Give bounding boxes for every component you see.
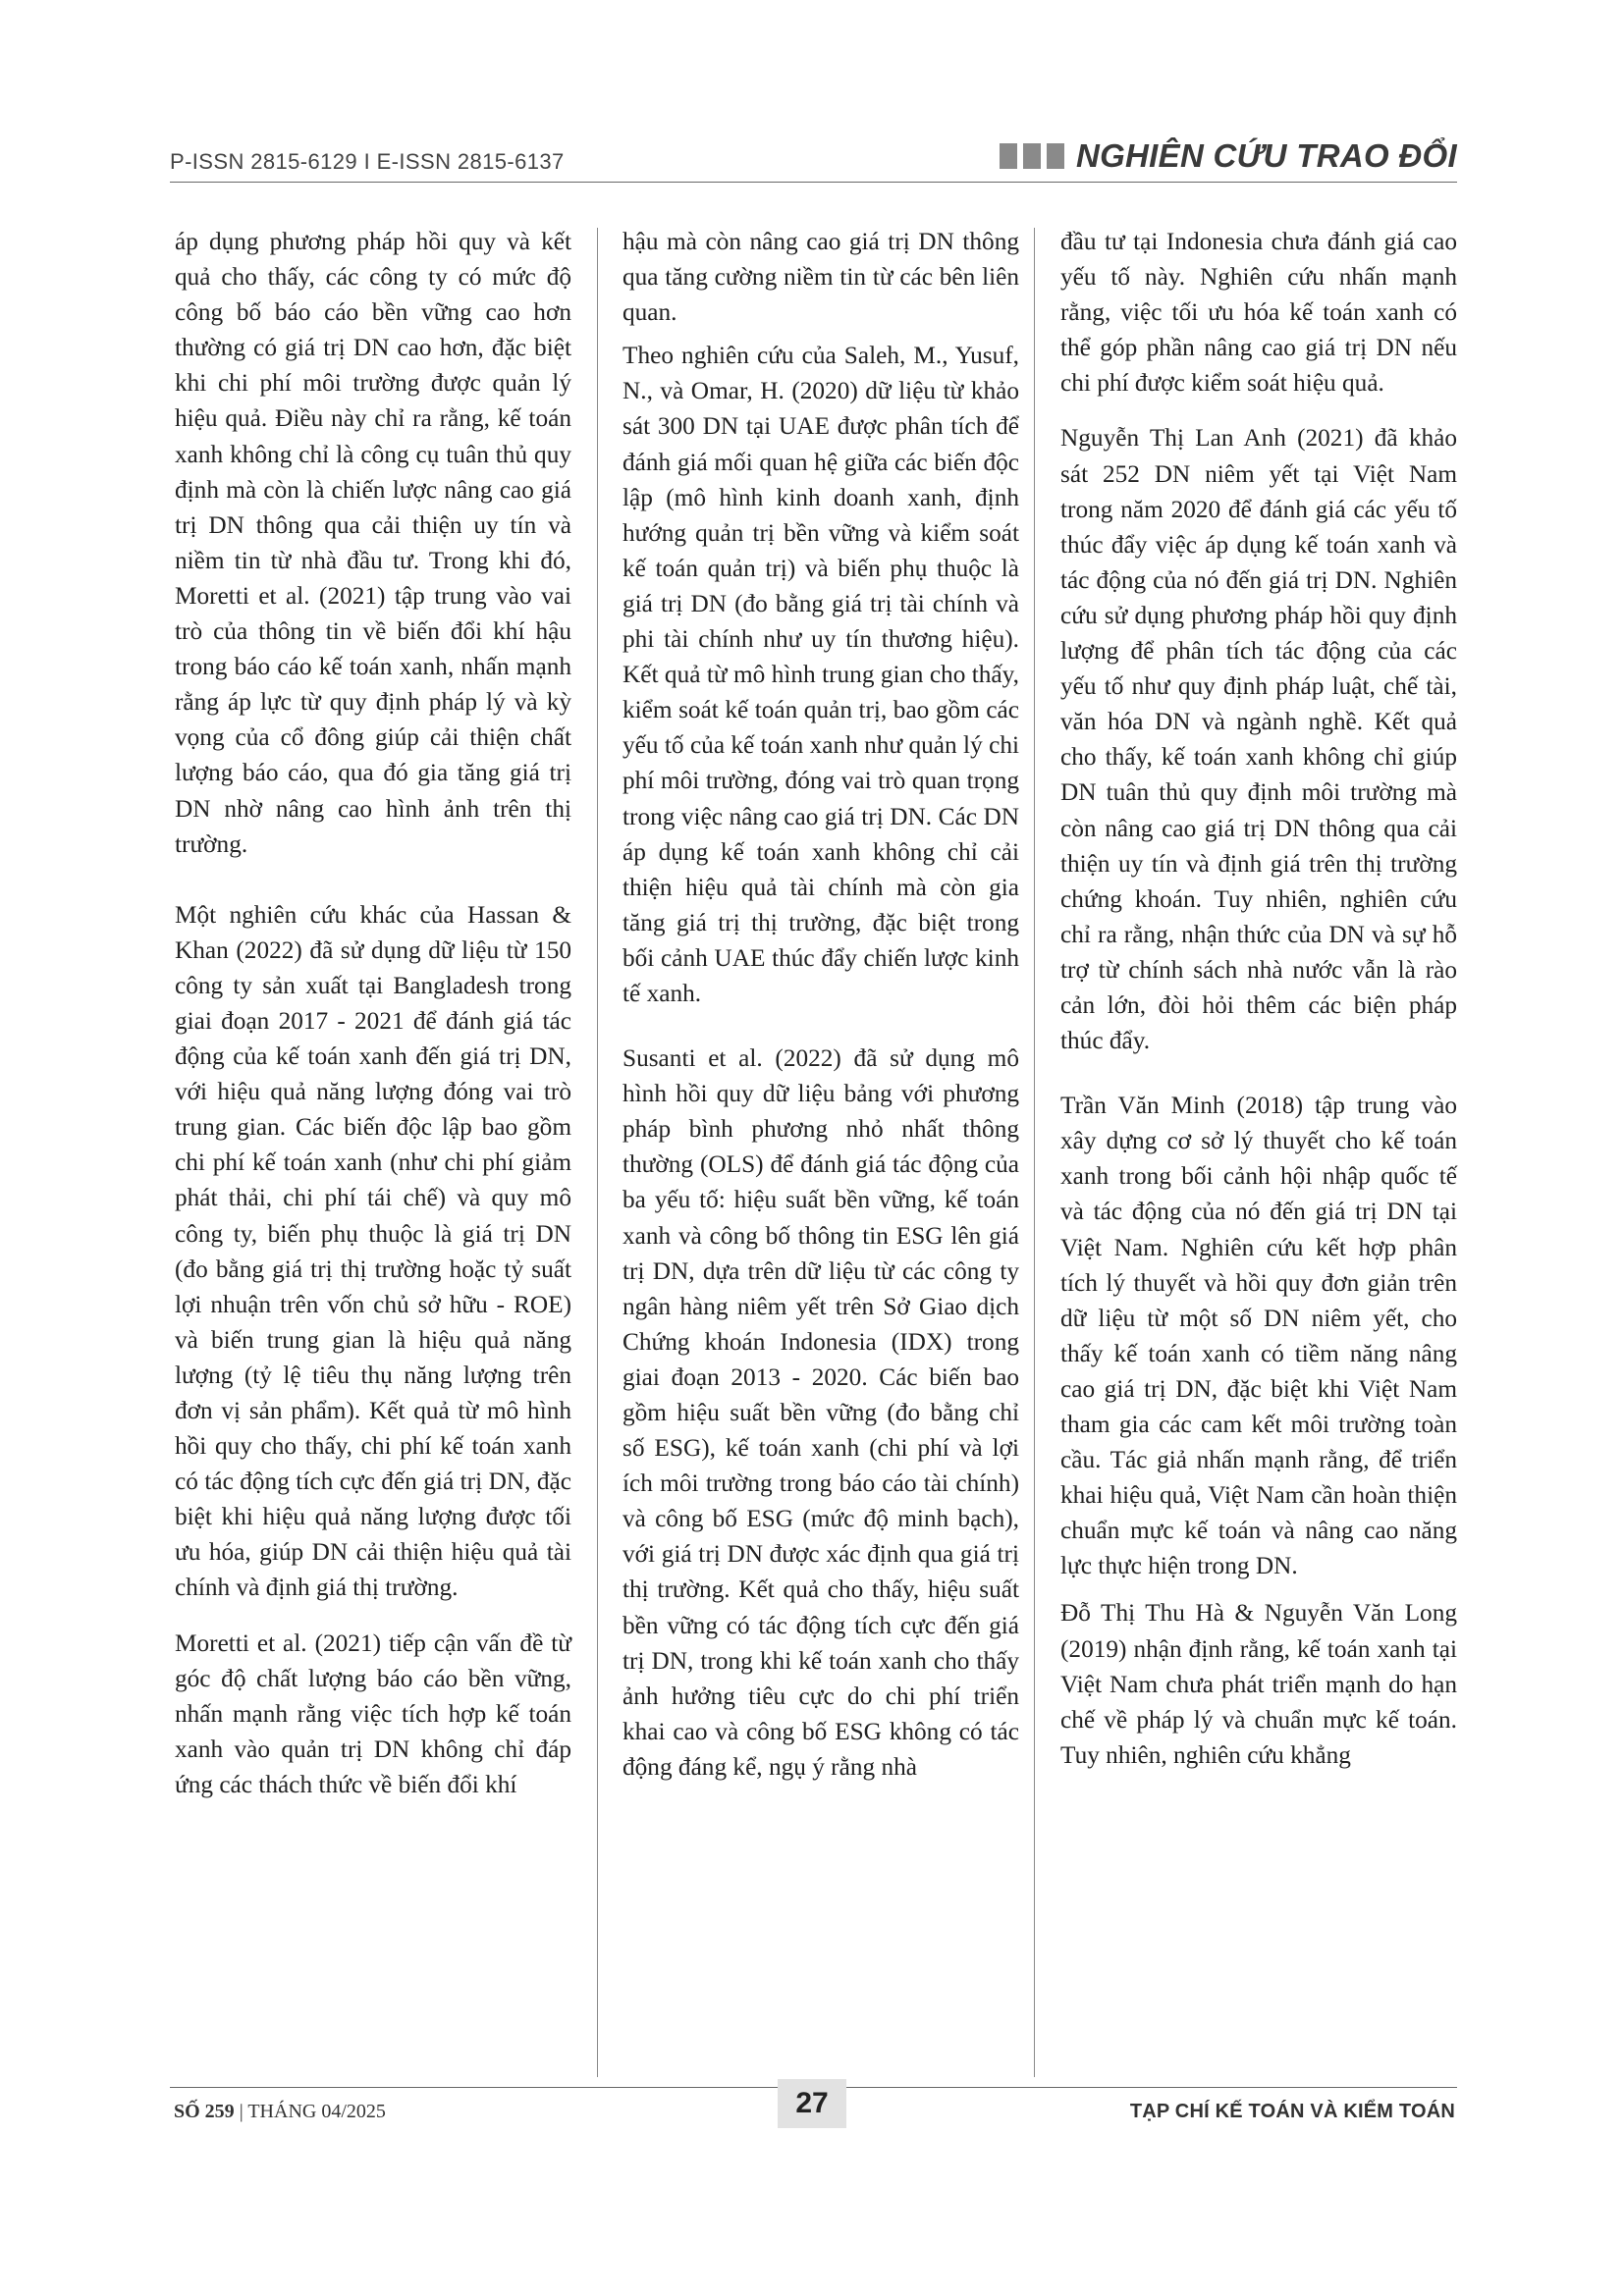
paragraph: Susanti et al. (2022) đã sử dụng mô hình hồi quy dữ liệu bảng với phương pháp bình phương nhỏ nhất thông thường (OLS) để đánh giá tác động của ba yếu tố: hiệu suất bền vững, kế toán xanh và công bố thông tin ESG lên giá trị DN, dựa trên dữ liệu từ các công ty ngân hàng niêm yết trên Sở Giao dịch Chứng khoán Indonesia (IDX) trong giai đoạn 2013 - 2020. Các biến bao gồm hiệu suất bền vững (đo bằng chỉ số ESG), kế toán xanh (chi phí và lợi ích môi trường trong báo cáo tài chính) và công bố ESG (mức độ minh bạch), với giá trị DN được xác định qua giá trị thị trường. Kết quả cho thấy, hiệu suất bền vững có tác động tích cực đến giá trị DN, trong khi kế toán xanh cho thấy ảnh hưởng tiêu cực do chi phí triển khai cao và công bố ESG không có tác động đáng kể, ngụ ý rằng nhà: [623, 1044, 1019, 1781]
paragraph: Đỗ Thị Thu Hà & Nguyễn Văn Long (2019) nhận định rằng, kế toán xanh tại Việt Nam chưa phát triển mạnh do hạn chế về pháp lý và chuẩn mực kế toán. Tuy nhiên, nghiên cứu khẳng: [1060, 1599, 1457, 1769]
text-column-2: [623, 224, 1019, 1785]
paragraph: Một nghiên cứu khác của Hassan & Khan (2022) đã sử dụng dữ liệu từ 150 công ty sản xuất tại Bangladesh trong giai đoạn 2017 - 2021 để đánh giá tác động của kế toán xanh đến giá trị DN, với hiệu quả năng lượng đóng vai trò trung gian. Các biến độc lập bao gồm chi phí kế toán xanh (như chi phí giảm phát thải, chi phí tái chế) và quy mô công ty, biến phụ thuộc là giá trị DN (đo bằng giá trị thị trường hoặc tỷ suất lợi nhuận trên vốn chủ sở hữu - ROE) và biến trung gian là hiệu quả năng lượng (tỷ lệ tiêu thụ năng lượng trên đơn vị sản phẩm). Kết quả từ mô hình hồi quy cho thấy, chi phí kế toán xanh có tác động tích cực đến giá trị DN, đặc biệt khi hiệu quả năng lượng được tối ưu hóa, giúp DN cải thiện hiệu quả tài chính và định giá thị trường.: [175, 900, 571, 1602]
paragraph: Nguyễn Thị Lan Anh (2021) đã khảo sát 252 DN niêm yết tại Việt Nam trong năm 2020 để đánh giá các yếu tố thúc đẩy việc áp dụng kế toán xanh và tác động của nó đến giá trị DN. Nghiên cứu sử dụng phương pháp hồi quy định lượng để phân tích tác động của các yếu tố như quy định pháp luật, chế tài, văn hóa DN và ngành nghề. Kết quả cho thấy, kế toán xanh không chỉ giúp DN tuân thủ quy định môi trường mà còn nâng cao giá trị DN thông qua cải thiện uy tín và định giá trên thị trường chứng khoán. Tuy nhiên, nghiên cứu chỉ ra rằng, nhận thức của DN và sự hỗ trợ từ chính sách nhà nước vẫn là rào cản lớn, đòi hỏi thêm các biện pháp thúc đẩy.: [1060, 424, 1457, 1055]
paragraph: hậu mà còn nâng cao giá trị DN thông qua tăng cường niềm tin từ các bên liên quan.: [623, 228, 1019, 327]
header-bar: [1000, 143, 1017, 169]
header-bar: [1047, 143, 1064, 169]
header-bar: [1023, 143, 1041, 169]
page-number: 27: [778, 2079, 846, 2128]
header-bars-decoration: [1000, 143, 1064, 169]
paragraph: Theo nghiên cứu của Saleh, M., Yusuf, N., và Omar, H. (2020) dữ liệu từ khảo sát 300 DN tại UAE được phân tích để đánh giá mối quan hệ giữa các biến độc lập (mô hình kinh doanh xanh, định hướng quản trị bền vững và kiểm soát kế toán quản trị) và biến phụ thuộc là giá trị DN (đo bằng giá trị tài chính và phi tài chính như uy tín thương hiệu). Kết quả từ mô hình trung gian cho thấy, kiểm soát kế toán quản trị, bao gồm các yếu tố của kế toán xanh như quản lý chi phí môi trường, đóng vai trò quan trọng trong việc nâng cao giá trị DN. Các DN áp dụng kế toán xanh không chỉ cải thiện hiệu quả tài chính mà còn gia tăng giá trị thị trường, đặc biệt trong bối cảnh UAE thúc đẩy chiến lược kinh tế xanh.: [623, 342, 1019, 1007]
paragraph: áp dụng phương pháp hồi quy và kết quả cho thấy, các công ty có mức độ công bố báo cáo bền vững cao hơn thường có giá trị DN cao hơn, đặc biệt khi chi phí môi trường được quản lý hiệu quả. Điều này chỉ ra rằng, kế toán xanh không chỉ là công cụ tuân thủ quy định mà còn là chiến lược nâng cao giá trị DN thông qua cải thiện uy tín và niềm tin từ nhà đầu tư. Trong khi đó, Moretti et al. (2021) tập trung vào vai trò của thông tin về biến đổi khí hậu trong báo cáo kế toán xanh, nhấn mạnh rằng áp lực từ quy định pháp lý và kỳ vọng của cổ đông giúp cải thiện chất lượng báo cáo, qua đó gia tăng giá trị DN nhờ nâng cao hình ảnh trên thị trường.: [175, 228, 571, 858]
text-column-1: [175, 224, 571, 1802]
paragraph: đầu tư tại Indonesia chưa đánh giá cao yếu tố này. Nghiên cứu nhấn mạnh rằng, việc tối ưu hóa kế toán xanh có thể góp phần nâng cao giá trị DN nếu chi phí được kiểm soát hiệu quả.: [1060, 228, 1457, 398]
issue-date: THÁNG 04/2025: [247, 2101, 386, 2122]
issue-number: SỐ 259: [174, 2101, 235, 2122]
section-header: [1000, 137, 1457, 175]
text-column-3: [1060, 224, 1457, 1773]
column-divider: [1034, 228, 1035, 2077]
column-divider: [597, 228, 598, 2077]
header-rule: [170, 182, 1457, 183]
issn-label: P-ISSN 2815-6129 I E-ISSN 2815-6137: [170, 149, 565, 174]
issue-info: SỐ 259 | THÁNG 04/2025: [174, 2101, 386, 2122]
paragraph: Trần Văn Minh (2018) tập trung vào xây dựng cơ sở lý thuyết cho kế toán xanh trong bối cảnh hội nhập quốc tế và tác động của nó đến giá trị DN tại Việt Nam. Nghiên cứu kết hợp phân tích lý thuyết và hồi quy đơn giản trên dữ liệu từ một số DN niêm yết, cho thấy kế toán xanh có tiềm năng nâng cao giá trị DN, đặc biệt khi Việt Nam tham gia các cam kết môi trường toàn cầu. Tác giả nhấn mạnh rằng, để triển khai hiệu quả, Việt Nam cần hoàn thiện chuẩn mực kế toán và nâng cao năng lực thực hiện trong DN.: [1060, 1092, 1457, 1580]
journal-name: TẠP CHÍ KẾ TOÁN VÀ KIỂM TOÁN: [1129, 2101, 1455, 2122]
paragraph: Moretti et al. (2021) tiếp cận vấn đề từ góc độ chất lượng báo cáo bền vững, nhấn mạnh rằng việc tích hợp kế toán xanh vào quản trị DN không chỉ đáp ứng các thách thức về biến đổi khí: [175, 1629, 571, 1798]
section-title: NGHIÊN CỨU TRAO ĐỔI: [1075, 137, 1457, 174]
